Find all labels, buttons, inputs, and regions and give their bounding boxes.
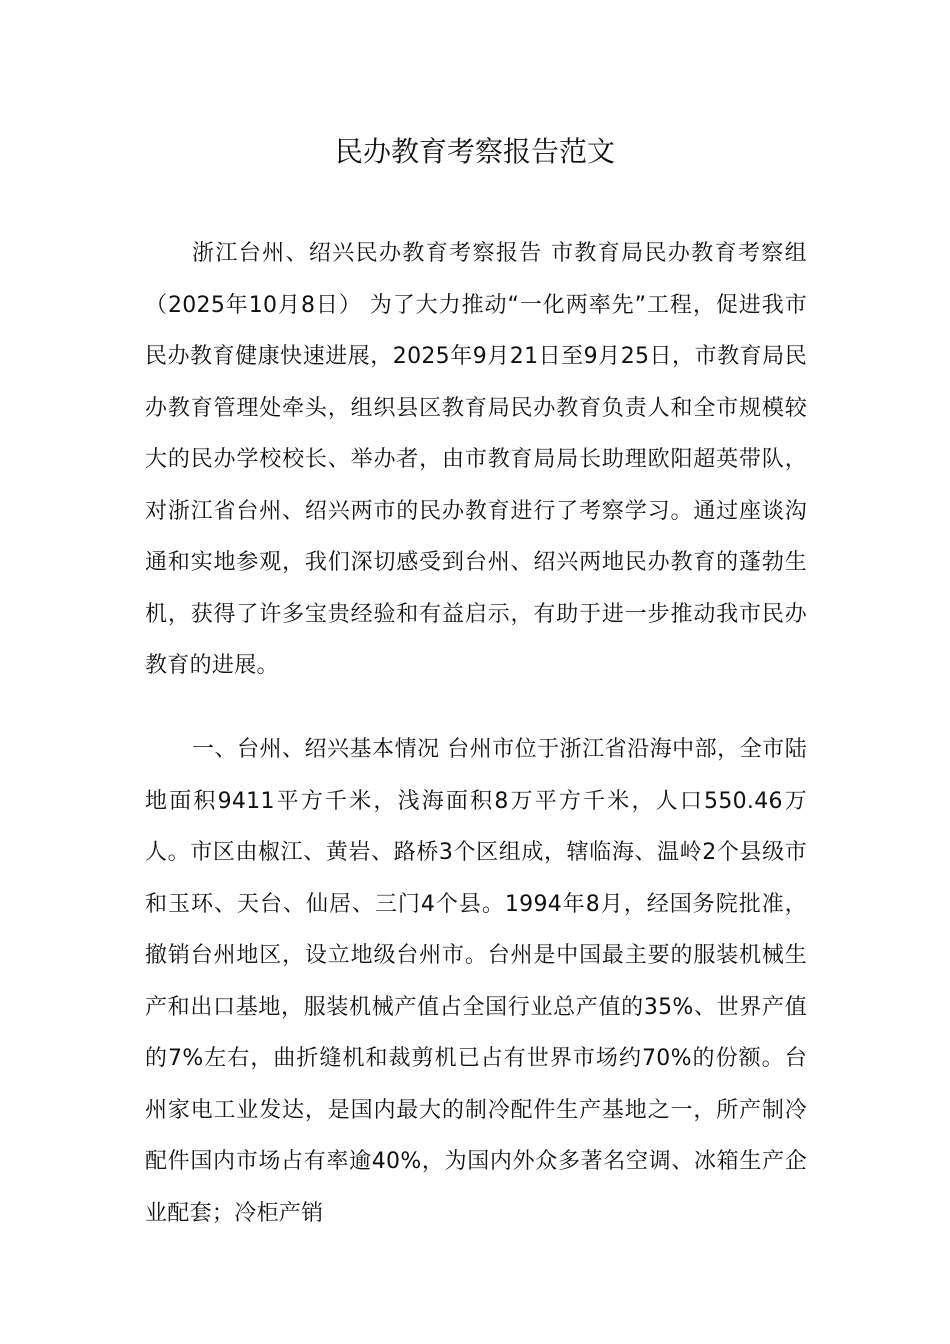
document-title: 民办教育考察报告范文 (334, 135, 615, 168)
paragraph-basic-situation: 一、台州、绍兴基本情况 台州市位于浙江省沿海中部，全市陆地面积9411平方千米，浅海面积8万平方千米，人口550.46万人。市区由椒江、黄岩、路桥3个区组成，辖临海、温岭2个县级市和玉环、天台、仙居、三门4个县。1994年8月，经国务院批准，撤销台州地区，设立地级台州市。台州是中国最主要的服装机械生产和出口基地，服装机械产值占全国行业总产值的35%、世界产值的7%左右，曲折缝机和裁剪机已占有世界市场约70%的份额。台州家电工业发达，是国内最大的制冷配件生产基地之一，所产制冷配件国内市场占有率逾40%，为国内外众多著名空调、冰箱生产企业配套；冷柜产销 (145, 737, 807, 1226)
paragraph-intro: 浙江台州、绍兴民办教育考察报告 市教育局民办教育考察组 （2025年10月8日） 为了大力推动“一化两率先”工程，促进我市民办教育健康快速进展，2025年9月21日至9月25日，市教育局民办教育管理处牵头，组织县区教育局民办教育负责人和全市规模较大的民办学校校长、举办者，由市教育局局长助理欧阳超英带队，对浙江省台州、绍兴两市的民办教育进行了考察学习。通过座谈沟通和实地参观，我们深切感受到台州、绍兴两地民办教育的蓬勃生机，获得了许多宝贵经验和有益启示，有助于进一步推动我市民办教育的进展。 (145, 241, 807, 678)
